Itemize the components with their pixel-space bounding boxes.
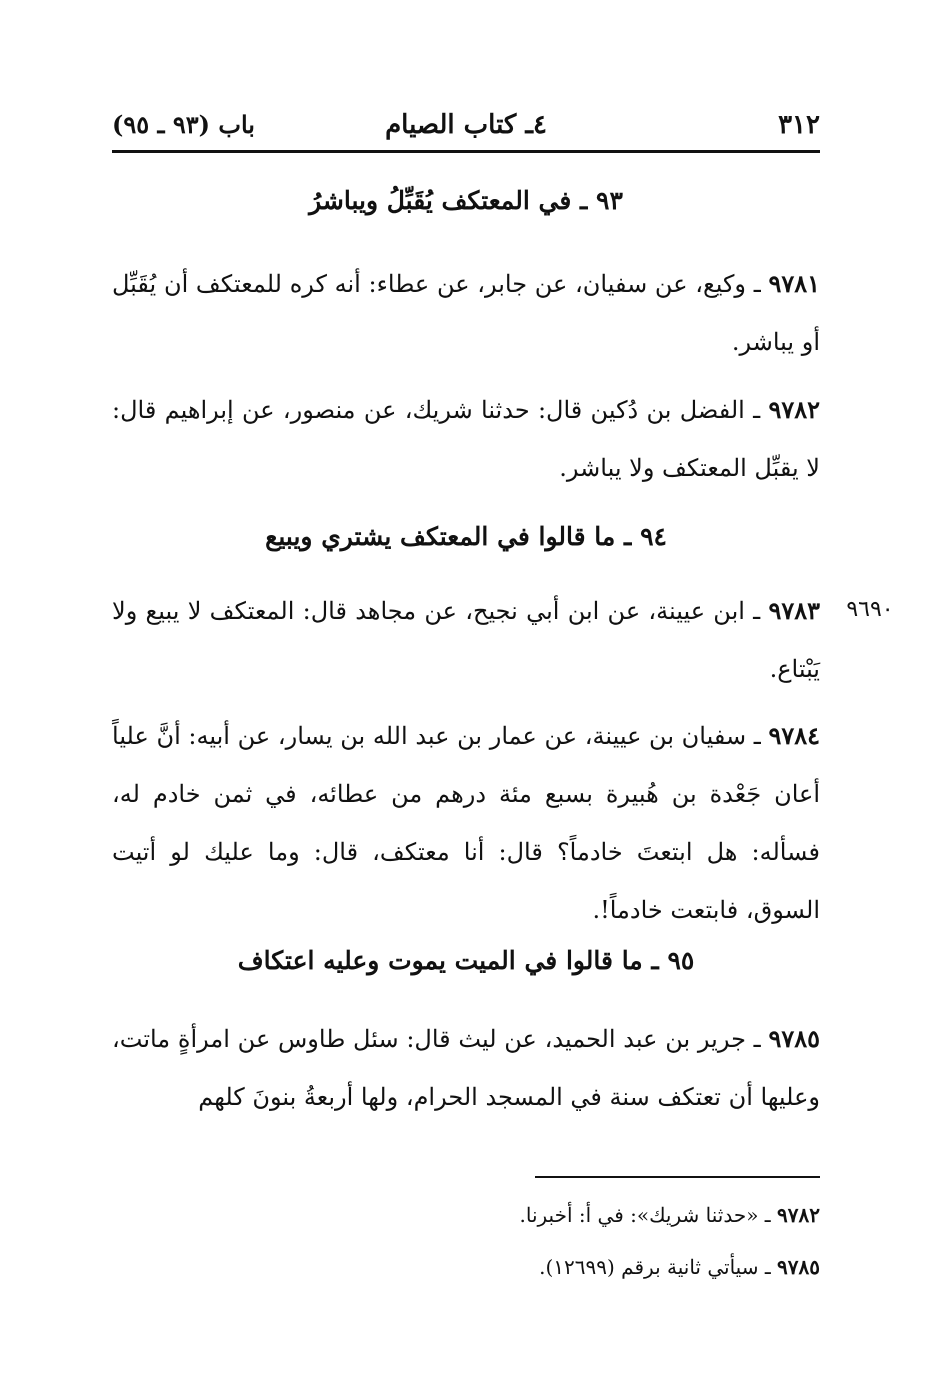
footnote — [112, 1252, 820, 1282]
section-heading: ٩٣ ـ في المعتكف يُقَبِّلُ ويباشرُ — [309, 186, 623, 215]
running-header — [112, 100, 820, 152]
hadith-entry — [112, 255, 820, 371]
footnote-text: ـ سيأتي ثانية برقم (١٢٦٩٩). — [539, 1255, 778, 1279]
hadith-number: ٩٧٨٢ — [768, 395, 820, 424]
hadith-number: ٩٧٨٣ — [768, 596, 820, 625]
footnote-rule — [535, 1176, 820, 1178]
hadith-text: ـ جرير بن عبد الحميد، عن ليث قال: سئل طاوس عن امرأةٍ ماتت، وعليها أن تعتكف سنة في المسجد الحرام، ولها أربعةُ بنونَ كلهم — [112, 1025, 820, 1111]
hadith-text: ـ ابن عيينة، عن ابن أبي نجيح، عن مجاهد قال: المعتكف لا يبيع ولا يَبْتاع. — [112, 597, 820, 683]
footnote-number: ٩٧٨٥ — [777, 1255, 820, 1279]
hadith-number: ٩٧٨١ — [768, 269, 820, 298]
hadith-text: ـ الفضل بن دُكين قال: حدثنا شريك، عن منصور، عن إبراهيم قال: لا يقبِّل المعتكف ولا يباشر. — [112, 396, 820, 482]
chapter-range: باب (٩٣ ـ ٩٥) — [112, 110, 255, 139]
hadith-entry — [112, 582, 820, 698]
book-title: ٤ـ كتاب الصيام — [385, 110, 547, 140]
hadith-text: ـ سفيان بن عيينة، عن عمار بن عبد الله بن يسار، عن أبيه: أنَّ علياً أعان جَعْدة بن هُبيرة بسبع مئة درهم من عطائه، في ثمن خادم له، فسأله: هل ابتعتَ خادماً؟ قال: أنا معتكف، قال: وما عليك لو أتيت السوق، فابتعت خادماً!. — [112, 722, 820, 924]
hadith-text: ـ وكيع، عن سفيان، عن جابر، عن عطاء: أنه كره للمعتكف أن يُقَبِّل أو يباشر. — [112, 270, 820, 356]
footnote-text: ـ «حدثنا شريك»: في أ: أخبرنا. — [519, 1203, 778, 1227]
section-heading: ٩٤ ـ ما قالوا في المعتكف يشتري ويبيع — [265, 522, 667, 551]
hadith-entry — [112, 381, 820, 497]
hadith-entry — [112, 707, 820, 939]
footnote — [112, 1200, 820, 1230]
section-heading: ٩٥ ـ ما قالوا في الميت يموت وعليه اعتكاف — [237, 946, 695, 975]
margin-reference-number: ٩٦٩٠ — [846, 597, 894, 622]
page-number: ٣١٢ — [778, 110, 820, 140]
hadith-number: ٩٧٨٤ — [768, 721, 820, 750]
hadith-number: ٩٧٨٥ — [768, 1024, 820, 1053]
hadith-entry — [112, 1010, 820, 1126]
header-rule — [112, 150, 820, 153]
footnote-number: ٩٧٨٢ — [777, 1203, 820, 1227]
